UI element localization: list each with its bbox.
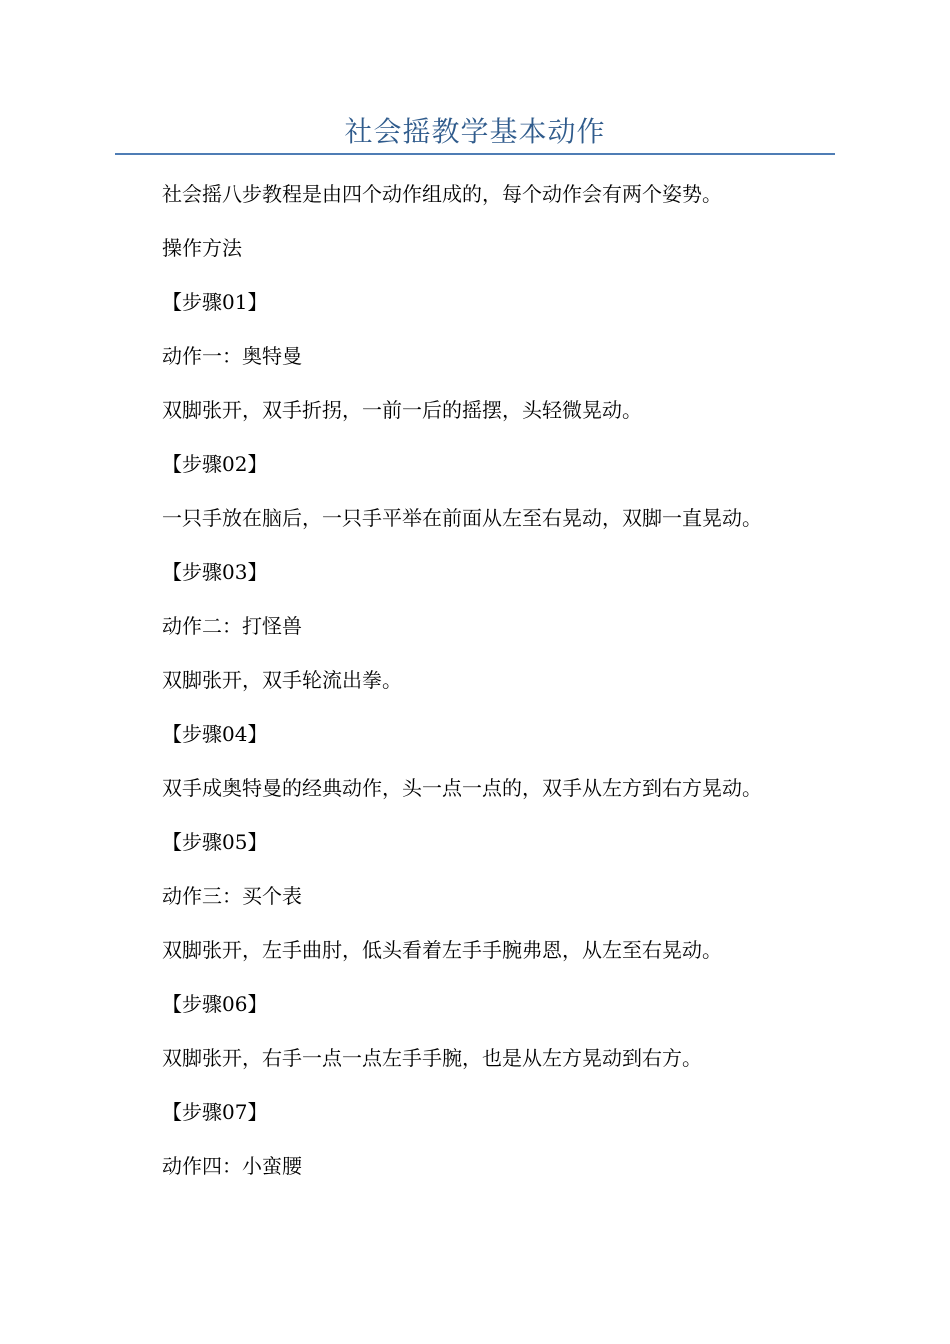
section-heading-method: 操作方法 bbox=[162, 236, 242, 260]
title-underline bbox=[115, 153, 835, 155]
step-description-06: 双脚张开，右手一点一点左手手腕，也是从左方晃动到右方。 bbox=[162, 1046, 702, 1070]
document-body bbox=[162, 176, 852, 1202]
step-label-02: 【步骤02】 bbox=[162, 452, 268, 476]
step-label-03: 【步骤03】 bbox=[162, 560, 268, 584]
step-description-02: 一只手放在脑后，一只手平举在前面从左至右晃动，双脚一直晃动。 bbox=[162, 506, 762, 530]
step-label-04: 【步骤04】 bbox=[162, 722, 268, 746]
move-title-4: 动作四：小蛮腰 bbox=[162, 1154, 302, 1178]
move-title-3: 动作三：买个表 bbox=[162, 884, 302, 908]
step-label-06: 【步骤06】 bbox=[162, 992, 268, 1016]
step-description-01: 双脚张开，双手折拐，一前一后的摇摆，头轻微晃动。 bbox=[162, 398, 642, 422]
move-title-2: 动作二：打怪兽 bbox=[162, 614, 302, 638]
step-label-01: 【步骤01】 bbox=[162, 290, 268, 314]
intro-paragraph: 社会摇八步教程是由四个动作组成的，每个动作会有两个姿势。 bbox=[162, 182, 722, 206]
step-description-04: 双手成奥特曼的经典动作，头一点一点的，双手从左方到右方晃动。 bbox=[162, 776, 762, 800]
step-description-03: 双脚张开，双手轮流出拳。 bbox=[162, 668, 402, 692]
step-label-07: 【步骤07】 bbox=[162, 1100, 268, 1124]
step-label-05: 【步骤05】 bbox=[162, 830, 268, 854]
step-description-05: 双脚张开，左手曲肘，低头看着左手手腕弗恩，从左至右晃动。 bbox=[162, 938, 722, 962]
document-title: 社会摇教学基本动作 bbox=[344, 115, 606, 148]
move-title-1: 动作一：奥特曼 bbox=[162, 344, 302, 368]
